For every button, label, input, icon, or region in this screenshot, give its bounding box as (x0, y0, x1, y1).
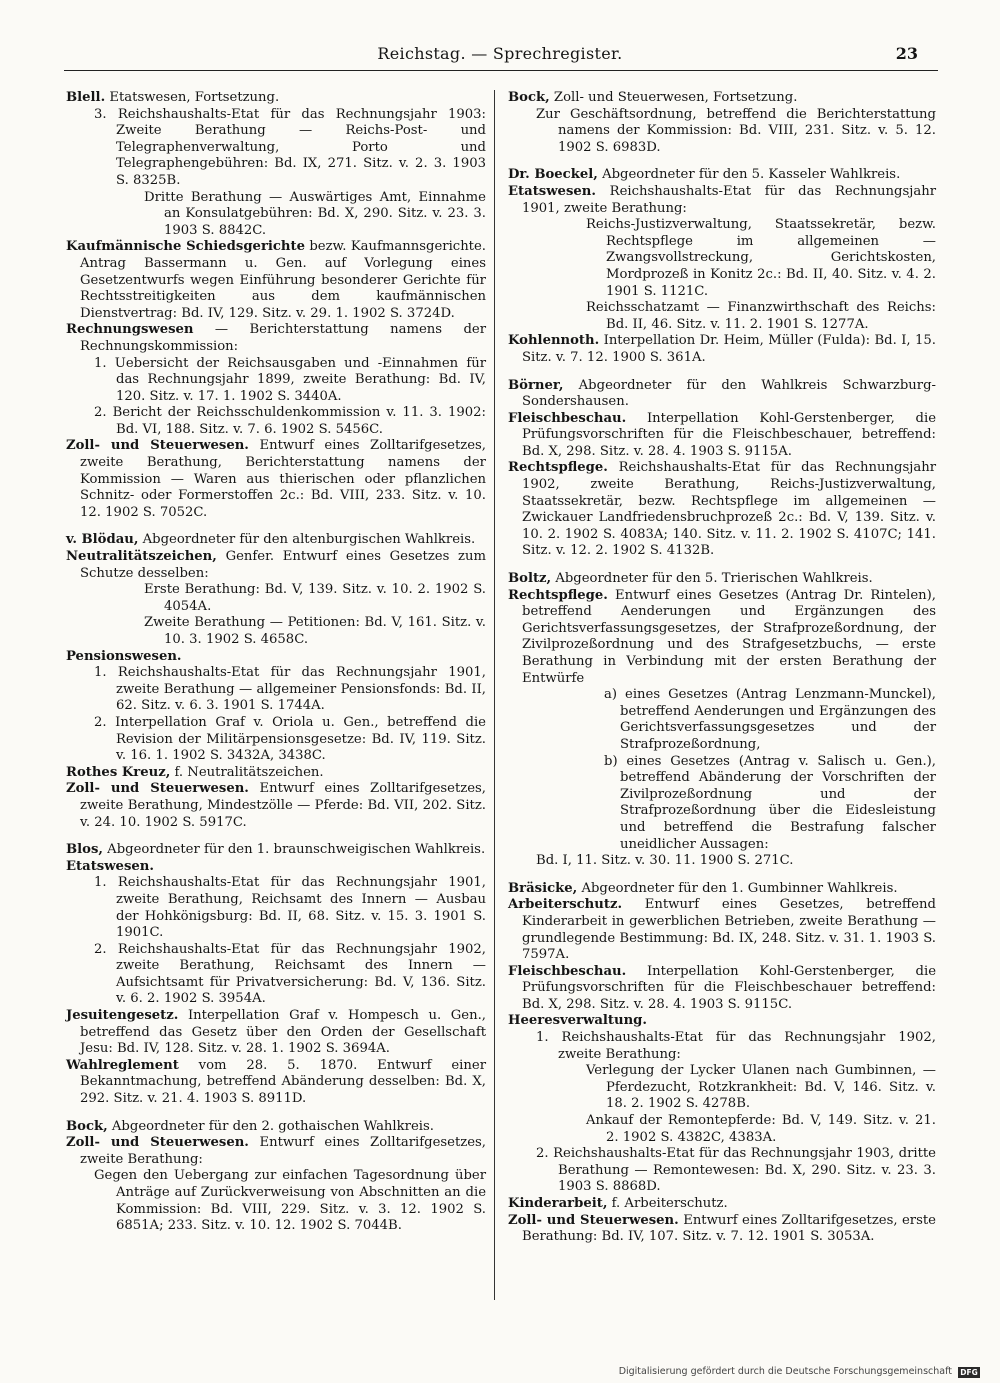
subject-keyword: Rechtspflege. (508, 460, 608, 476)
reference-text: Genfer. Entwurf eines Gesetzes zum Schutze desselben: (80, 549, 486, 581)
reference-text: Entwurf eines Zolltarifgesetzes, erste Berathung: Bd. IV, 107. Sitz. v. 7. 12. 1901 S. 3053A. (522, 1212, 936, 1245)
entry-head (66, 1119, 486, 1136)
entry-line (66, 875, 486, 941)
reference-text: Abgeordneter für den 5. Kasseler Wahlkreis. (602, 167, 901, 183)
reference-text: Interpellation Kohl-Gerstenberger, die Prüfungsvorschriften für die Fleischbeschauer, betreffend: Bd. X, 298. Sitz. v. 28. 4. 1903 S. 9115A. (522, 410, 936, 459)
reference-text: Ankauf der Remontepferde: Bd. V, 149. Sitz. v. 21. 2. 1902 S. 4382C, 4383A. (586, 1113, 936, 1145)
reference-text: Dritte Berathung — Auswärtiges Amt, Einnahme an Konsulatgebühren: Bd. X, 290. Sitz. v. 23. 3. 1903 S. 8842C. (144, 189, 486, 238)
subject-keyword: Arbeiterschutz. (508, 897, 623, 913)
entry-line (508, 1063, 936, 1113)
entry-head (66, 842, 486, 859)
reference-text: Entwurf eines Gesetzes, betreffend Kinderarbeit in gewerblichen Betrieben, zweite Berathung — grundlegende Bestimmung: Bd. IX, 248. Sitz. v. 31. 1. 1903 S. 7597A. (522, 897, 936, 963)
entry-line (508, 1013, 936, 1030)
reference-text: 1. Reichshaushalts-Etat für das Rechnungsjahr 1901, zweite Berathung — allgemeiner Pensionsfonds: Bd. II, 62. Sitz. v. 6. 3. 1901 S. 1744A. (94, 665, 486, 714)
entry-line (66, 405, 486, 438)
funding-notice: Digitalisierung gefördert durch die Deutsche Forschungsgemeinschaft (618, 1366, 952, 1377)
entry-head (66, 532, 486, 549)
subject-keyword: Zoll- und Steuerwesen. (66, 438, 249, 454)
left-column (66, 90, 486, 1246)
entry-line (508, 300, 936, 333)
reference-text: Reichshaushalts-Etat für das Rechnungsjahr 1902, zweite Berathung, Reichs-Justizverwaltung, Staatssekretär, bezw. Rechtspflege im allgemeinen — Zwickauer Landfriedensbruchprozeß 2c.: Bd. V, 139. Sitz. v. 10. 2. 1902 S. 4083A; 140. Sitz. v. 11. 2. 1902 S. 4107C; 141. Sitz. v. 12. 2. 1902 S. 4132B. (522, 460, 936, 559)
reference-text: vom 28. 5. 1870. Entwurf einer Bekanntmachung, betreffend Abänderung desselben: Bd. X, 292. Sitz. v. 21. 4. 1903 S. 8911D. (80, 1057, 487, 1107)
member-name: Blell. (66, 90, 106, 105)
register-entry (508, 167, 936, 366)
reference-text: 1. Reichshaushalts-Etat für das Rechnungsjahr 1902, zweite Berathung: (536, 1030, 936, 1062)
entry-line (66, 665, 486, 715)
reference-text: Interpellation Graf v. Hompesch u. Gen., betreffend das Gesetz über den Orden der Gesellschaft Jesu: Bd. IV, 128. Sitz. v. 28. 1. 1902 S. 3694A. (80, 1008, 486, 1057)
subject-keyword: Zoll- und Steuerwesen. (66, 781, 249, 797)
entry-line (508, 107, 936, 157)
member-name: v. Blödau, (66, 532, 139, 548)
entry-line (66, 549, 486, 582)
entry-line (508, 460, 936, 560)
entry-line (66, 90, 486, 107)
member-name: Blos, (66, 842, 103, 858)
register-entry (66, 90, 486, 521)
reference-text: Erste Berathung: Bd. V, 139. Sitz. v. 10. 2. 1902 S. 4054A. (144, 582, 486, 614)
entry-line (508, 1196, 936, 1213)
subject-keyword: Rechnungswesen (66, 322, 194, 338)
member-name: Bock, (66, 1118, 108, 1134)
reference-text: b) eines Gesetzes (Antrag v. Salisch u. Gen.), betreffend Abänderung der Vorschriften der Zivilprozeßordnung und der Strafprozeßordnung über die Eidesleistung und betreffend die Bestrafung falscher uneidlicher Aussagen: (604, 753, 936, 852)
column-divider (494, 90, 495, 1300)
reference-text: 2. Bericht der Reichsschuldenkommission v. 11. 3. 1902: Bd. VI, 188. Sitz. v. 7. 6. 1902 S. 5456C. (94, 405, 486, 437)
reference-text: Entwurf eines Zolltarifgesetzes, zweite Berathung, Mindestzölle — Pferde: Bd. VII, 202. Sitz. v. 24. 10. 1902 S. 5917C. (80, 781, 486, 830)
reference-text: Abgeordneter für den 2. gothaischen Wahlkreis. (111, 1118, 434, 1134)
register-entry (508, 378, 936, 561)
subject-keyword: Fleischbeschau. (508, 963, 627, 979)
reference-text: 2. Reichshaushalts-Etat für das Rechnungsjahr 1903, dritte Berathung — Remontewesen: Bd. X, 290. Sitz. v. 23. 3. 1903 S. 8868D. (536, 1146, 936, 1195)
reference-text: bezw. Kaufmannsgerichte. Antrag Bassermann u. Gen. auf Vorlegung eines Gesetzentwurfs wegen Einführung besonderer Gerichte für Rechtsstreitigkeiten aus dem kaufmännischen Dienstvertrag: Bd. IV, 129. Sitz. v. 29. 1. 1902 S. 3724D. (80, 239, 486, 321)
register-entry (66, 1119, 486, 1235)
reference-text: 2. Reichshaushalts-Etat für das Rechnungsjahr 1902, zweite Berathung, Reichsamt des Innern — Aufsichtsamt für Privatversicherung: Bd. V, 136. Sitz. v. 6. 2. 1902 S. 3954A. (94, 941, 486, 1007)
entry-line (508, 687, 936, 753)
reference-text: 1. Uebersicht der Reichsausgaben und -Einnahmen für das Rechnungsjahr 1899, zweite Berathung: Bd. IV, 120. Sitz. v. 17. 1. 1902 S. 3440A. (94, 355, 486, 404)
subject-keyword: Rechtspflege. (508, 587, 608, 603)
entry-line (66, 107, 486, 190)
subject-keyword: Etatswesen. (66, 858, 154, 874)
entry-line (66, 649, 486, 666)
reference-text: Zoll- und Steuerwesen, Fortsetzung. (553, 90, 798, 105)
subject-keyword: Zoll- und Steuerwesen. (66, 1135, 249, 1151)
reference-text: Reichsschatzamt — Finanzwirthschaft des Reichs: Bd. II, 46. Sitz. v. 11. 2. 1901 S. 1277A. (586, 300, 936, 332)
dfg-logo: DFG (958, 1367, 980, 1378)
subject-keyword: Neutralitätszeichen, (66, 549, 217, 565)
reference-text: Bd. I, 11. Sitz. v. 30. 11. 1900 S. 271C. (536, 853, 794, 869)
subject-keyword: Fleischbeschau. (508, 410, 627, 426)
reference-text: Abgeordneter für den 1. Gumbinner Wahlkreis. (581, 880, 898, 896)
entry-line (508, 1113, 936, 1146)
entry-line (66, 322, 486, 355)
reference-text: Entwurf eines Gesetzes (Antrag Dr. Rintelen), betreffend Aenderungen und Ergänzungen des Gerichtsverfassungsgesetzes, der Strafprozeßordnung, der Zivilprozeßordnung und des Strafgesetzbuchs, — erste Berathung in Verbindung mit der ersten Berathung der Entwürfe (522, 587, 936, 686)
reference-text: Entwurf eines Zolltarifgesetzes, zweite Berathung, Berichterstattung namens der Kommission — Waren aus thierischen oder pflanzlichen Schnitz- oder Formerstoffen 2c.: Bd. VIII, 233. Sitz. v. 10. 12. 1902 S. 7052C. (80, 438, 486, 520)
subject-keyword: Kinderarbeit, (508, 1196, 608, 1211)
entry-line (66, 859, 486, 876)
entry-line (508, 184, 936, 217)
subject-keyword: Jesuitengesetz. (66, 1008, 179, 1024)
reference-text: Reichshaushalts-Etat für das Rechnungsjahr 1901, zweite Berathung: (522, 183, 936, 216)
register-entry (66, 532, 486, 831)
right-column (508, 90, 936, 1257)
reference-text: 1. Reichshaushalts-Etat für das Rechnungsjahr 1901, zweite Berathung, Reichsamt des Innern — Ausbau der Hohkönigsburg: Bd. II, 68. Sitz. v. 15. 3. 1901 S. 1901C. (94, 875, 486, 941)
reference-text: Interpellation Kohl-Gerstenberger, die Prüfungsvorschriften für die Fleischbeschauer betreffend: Bd. X, 298. Sitz. v. 28. 4. 1903 S. 9115C. (522, 963, 936, 1012)
subject-keyword: Wahlreglement (66, 1057, 179, 1073)
entry-head (508, 90, 936, 107)
reference-text: Gegen den Uebergang zur einfachen Tagesordnung über Anträge auf Zurückverweisung von Abschnitten an die Kommission: Bd. VIII, 229. Sitz. v. 3. 12. 1902 S. 6851A; 233. Sitz. v. 10. 12. 1902 S. 7044B. (94, 1168, 486, 1234)
entry-line (66, 615, 486, 648)
entry-line (508, 964, 936, 1014)
reference-text: — Berichterstattung namens der Rechnungskommission: (80, 322, 486, 354)
subject-keyword: Pensionswesen. (66, 648, 182, 664)
entry-line (66, 1008, 486, 1058)
entry-head (508, 378, 936, 411)
member-name: Dr. Boeckel, (508, 167, 598, 183)
entry-line (508, 588, 936, 688)
entry-line (508, 853, 936, 870)
page-footer (618, 1366, 980, 1380)
subject-keyword: Zoll- und Steuerwesen. (508, 1212, 679, 1228)
reference-text: f. Neutralitätszeichen. (174, 764, 324, 780)
entry-line (66, 190, 486, 240)
member-name: Bock, (508, 90, 550, 105)
reference-text: f. Arbeiterschutz. (611, 1196, 728, 1211)
running-title: Reichstag. — Sprechregister. (377, 44, 623, 63)
reference-text: 2. Interpellation Graf v. Oriola u. Gen., betreffend die Revision der Militärpensionsgesetze: Bd. IV, 119. Sitz. v. 16. 1. 1902 S. 3432A, 3438C. (94, 714, 486, 764)
subject-keyword: Etatswesen. (508, 183, 596, 199)
entry-line (508, 1146, 936, 1196)
subject-keyword: Kaufmännische Schiedsgerichte (66, 239, 305, 255)
entry-line (66, 781, 486, 831)
register-entry (508, 90, 936, 156)
reference-text: Abgeordneter für den 1. braunschweigischen Wahlkreis. (107, 842, 486, 858)
subject-keyword: Heeresverwaltung. (508, 1013, 647, 1029)
entry-head (508, 881, 936, 898)
page-number: 23 (895, 44, 918, 63)
page-header (0, 44, 1000, 68)
reference-text: Verlegung der Lycker Ulanen nach Gumbinnen, — Pferdezucht, Rotzkrankheit: Bd. V, 146. Sitz. v. 18. 2. 1902 S. 4278B. (586, 1063, 936, 1112)
entry-line (508, 333, 936, 366)
entry-line (66, 582, 486, 615)
entry-line (66, 356, 486, 406)
entry-line (66, 715, 486, 765)
reference-text: a) eines Gesetzes (Antrag Lenzmann-Munckel), betreffend Aenderungen und Ergänzungen des Gerichtsverfassungsgesetzes und der Strafprozeßordnung, (604, 687, 936, 752)
entry-line (508, 897, 936, 963)
entry-line (508, 411, 936, 461)
reference-text: Etatswesen, Fortsetzung. (109, 90, 280, 105)
entry-line (66, 1135, 486, 1168)
entry-line (66, 942, 486, 1008)
reference-text: Abgeordneter für den altenburgischen Wahlkreis. (142, 532, 476, 548)
entry-line (66, 1168, 486, 1234)
subject-keyword: Kohlennoth. (508, 333, 600, 349)
entry-head (508, 167, 936, 184)
member-name: Börner, (508, 377, 564, 393)
entry-line (66, 1058, 486, 1108)
entry-line (508, 217, 936, 300)
entry-line (508, 1030, 936, 1063)
reference-text: Abgeordneter für den 5. Trierischen Wahlkreis. (555, 571, 873, 587)
entry-head (508, 571, 936, 588)
entry-line (66, 239, 486, 322)
register-entry (508, 571, 936, 870)
member-name: Boltz, (508, 571, 552, 587)
reference-text: Entwurf eines Zolltarifgesetzes, zweite Berathung: (80, 1135, 486, 1167)
header-rule (64, 70, 938, 71)
entry-line (508, 1213, 936, 1246)
entry-line (508, 754, 936, 854)
reference-text: Zweite Berathung — Petitionen: Bd. V, 161. Sitz. v. 10. 3. 1902 S. 4658C. (144, 615, 486, 647)
subject-keyword: Rothes Kreuz, (66, 764, 171, 780)
entry-line (66, 438, 486, 521)
register-entry (508, 881, 936, 1246)
entry-line (66, 765, 486, 782)
reference-text: Zur Geschäftsordnung, betreffend die Berichterstattung namens der Kommission: Bd. VIII, 231. Sitz. v. 5. 12. 1902 S. 6983D. (536, 106, 936, 155)
reference-text: 3. Reichshaushalts-Etat für das Rechnungsjahr 1903: Zweite Berathung — Reichs-Post- und Telegraphenverwaltung, Porto und Telegraphengebühren: Bd. IX, 271. Sitz. v. 2. 3. 1903 S. 8325B. (94, 106, 486, 188)
register-entry (66, 842, 486, 1108)
reference-text: Interpellation Dr. Heim, Müller (Fulda): Bd. I, 15. Sitz. v. 7. 12. 1900 S. 361A. (522, 333, 936, 365)
member-name: Bräsicke, (508, 880, 578, 896)
reference-text: Abgeordneter für den Wahlkreis Schwarzburg-Sondershausen. (522, 377, 936, 410)
reference-text: Reichs-Justizverwaltung, Staatssekretär, bezw. Rechtspflege im allgemeinen — Zwangsvollstreckung, Gerichtskosten, Mordprozeß in Konitz 2c.: Bd. II, 40. Sitz. v. 4. 2. 1901 S. 1121C. (586, 217, 936, 299)
